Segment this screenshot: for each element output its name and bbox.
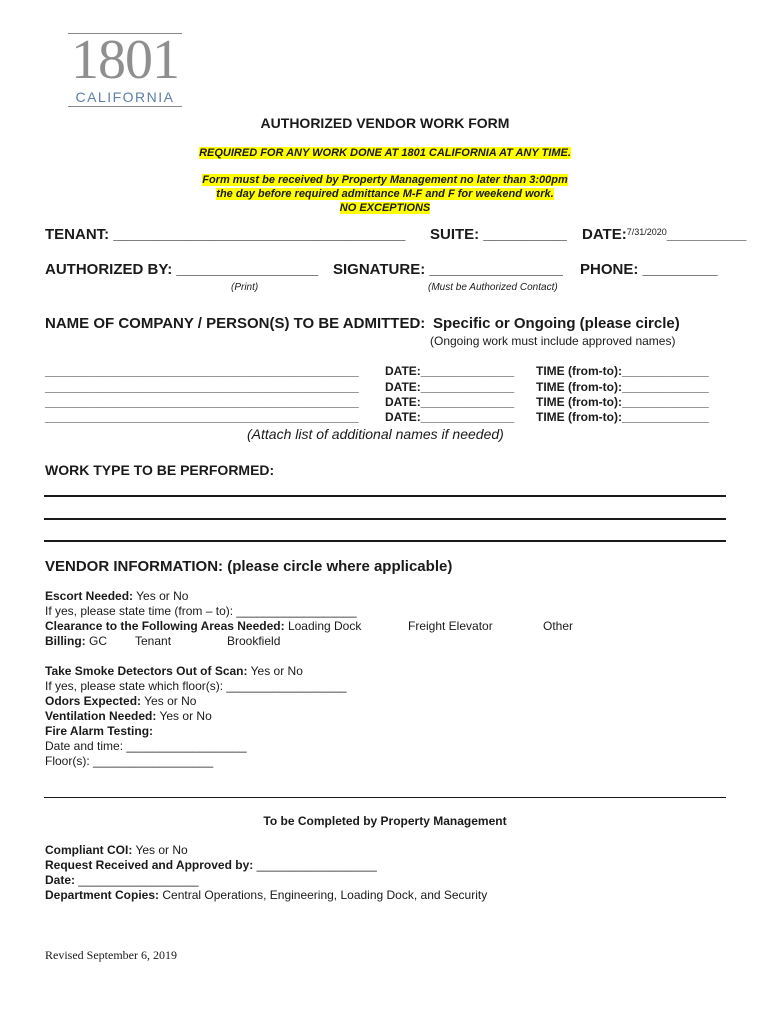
company-date-line[interactable]: DATE:______________ [385,380,515,394]
clearance-row [45,619,361,633]
company-name-line[interactable]: _______________________________________________ [45,410,359,424]
request-row [45,858,377,872]
escort-time-line[interactable]: If yes, please state time (from – to): __________________ [45,604,357,618]
notice-line-3 [0,198,770,216]
company-name-line[interactable]: _______________________________________________ [45,380,359,394]
smoke-row [45,664,303,678]
coi-label: Compliant COI: [45,843,133,857]
company-date-line[interactable]: DATE:______________ [385,364,515,378]
smoke-choice[interactable]: Yes or No [250,664,303,678]
smoke-floors-line[interactable]: If yes, please state which floor(s): __________________ [45,679,347,693]
logo-bottom-rule [68,106,182,107]
company-date-line[interactable]: DATE:______________ [385,410,515,424]
authorized-by-field[interactable]: AUTHORIZED BY: _________________ [45,261,319,278]
escort-row [45,589,188,603]
notice-text-3: NO EXCEPTIONS [339,202,431,214]
work-type-line-1[interactable] [44,495,726,497]
ventilation-label: Ventilation Needed: [45,709,157,723]
billing-gc[interactable]: GC [89,634,108,648]
suite-field[interactable]: SUITE: __________ [430,226,567,243]
fire-alarm-floor-line[interactable]: Floor(s): __________________ [45,754,214,768]
odors-row [45,694,196,708]
pm-heading: To be Completed by Property Management [263,814,507,828]
clearance-freight-elevator[interactable]: Freight Elevator [408,619,493,633]
billing-label: Billing: [45,634,86,648]
company-heading: NAME OF COMPANY / PERSON(S) TO BE ADMITTED: [45,315,426,332]
notice-text-2: the day before required admittance M-F and F for weekend work. [216,188,554,200]
coi-row [45,843,188,857]
work-type-line-2[interactable] [44,518,726,520]
company-name-line[interactable]: _______________________________________________ [45,364,359,378]
request-label: Request Received and Approved by: [45,858,254,872]
vendor-heading-label: VENDOR INFORMATION: [45,558,224,575]
request-approved-line[interactable]: __________________ [256,858,377,872]
date-field[interactable] [582,226,746,243]
clearance-other[interactable]: Other [543,619,574,633]
notice-text-1: Form must be received by Property Management no later than 3:00pm [202,174,568,186]
company-name-line[interactable]: _______________________________________________ [45,395,359,409]
odors-label: Odors Expected: [45,694,142,708]
ventilation-row [45,709,212,723]
fire-alarm-date-line[interactable]: Date and time: __________________ [45,739,247,753]
phone-field[interactable]: PHONE: _________ [580,261,718,278]
pm-date-label: Date: [45,873,76,887]
fire-alarm-label: Fire Alarm Testing: [45,724,154,738]
company-date-line[interactable]: DATE:______________ [385,395,515,409]
work-type-line-3[interactable] [44,540,726,542]
clearance-loading-dock[interactable]: Loading Dock [287,619,362,633]
copies-value: Central Operations, Engineering, Loading Dock, and Security [162,888,488,902]
notice-required: REQUIRED FOR ANY WORK DONE AT 1801 CALIFORNIA AT ANY TIME. [199,147,571,159]
copies-row [45,888,487,902]
work-type-heading: WORK TYPE TO BE PERFORMED: [45,462,275,478]
print-note: (Print) [231,282,259,293]
odors-choice[interactable]: Yes or No [144,694,197,708]
attach-note: (Attach list of additional names if needed) [247,426,504,442]
copies-label: Department Copies: [45,888,160,902]
escort-label: Escort Needed: [45,589,134,603]
form-title: AUTHORIZED VENDOR WORK FORM [260,115,510,131]
notice-required-line [0,143,770,161]
specific-ongoing-choice[interactable]: Specific or Ongoing (please circle) [433,315,680,332]
clearance-label: Clearance to the Following Areas Needed: [45,619,285,633]
pm-date-row [45,873,199,887]
ongoing-note: (Ongoing work must include approved names) [430,334,676,348]
logo-city: CALIFORNIA [75,89,175,105]
company-time-line[interactable]: TIME (from-to):_____________ [536,364,709,378]
revision-note: Revised September 6, 2019 [45,948,177,962]
company-time-line[interactable]: TIME (from-to):_____________ [536,410,709,424]
date-underline: ___________ [666,227,747,242]
billing-row [45,634,107,648]
contact-note: (Must be Authorized Contact) [428,282,558,293]
billing-brookfield[interactable]: Brookfield [227,634,281,648]
date-label: DATE: [582,226,627,243]
coi-choice[interactable]: Yes or No [135,843,188,857]
company-time-line[interactable]: TIME (from-to):_____________ [536,395,709,409]
vendor-heading [45,558,452,575]
company-time-line[interactable]: TIME (from-to):_____________ [536,380,709,394]
billing-tenant[interactable]: Tenant [135,634,172,648]
date-value[interactable]: 7/31/2020 [626,227,667,237]
logo-number: 1801 [71,29,179,91]
ventilation-choice[interactable]: Yes or No [159,709,212,723]
tenant-field[interactable]: TENANT: ___________________________________ [45,226,406,243]
escort-choice[interactable]: Yes or No [136,589,189,603]
pm-date-line[interactable]: __________________ [78,873,199,887]
smoke-label: Take Smoke Detectors Out of Scan: [45,664,248,678]
section-divider [44,797,726,798]
vendor-heading-note: (please circle where applicable) [227,558,453,575]
signature-field[interactable]: SIGNATURE: ________________ [333,261,563,278]
